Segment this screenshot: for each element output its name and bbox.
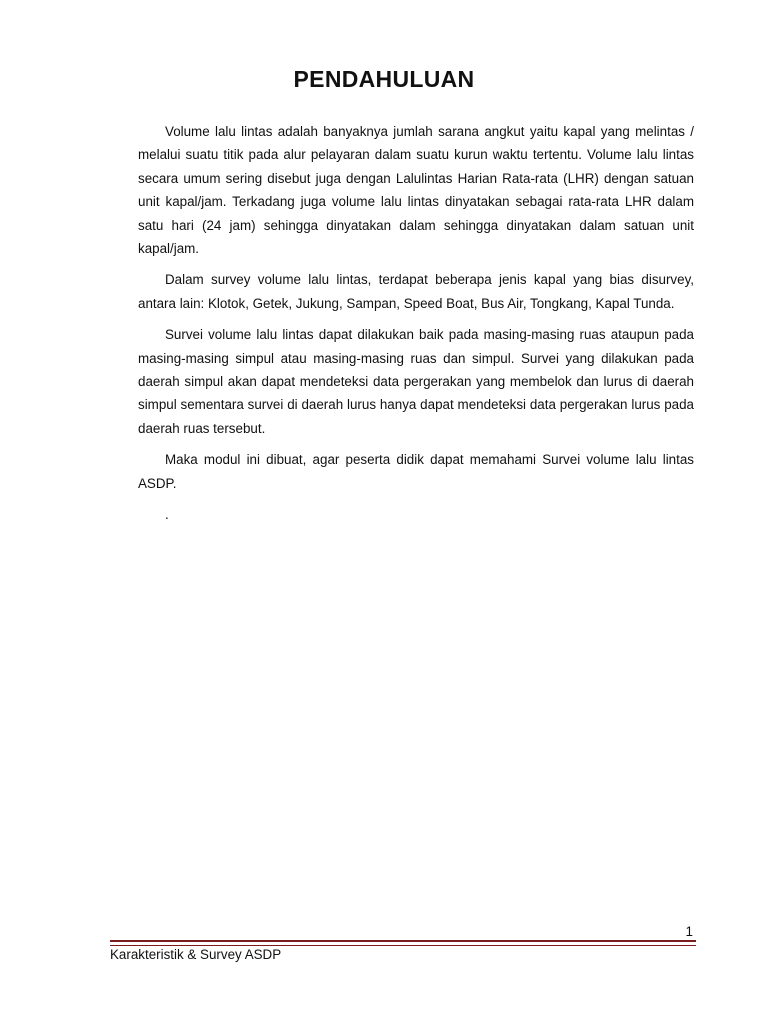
- footer-text: Karakteristik & Survey ASDP: [110, 947, 282, 962]
- body-text: [138, 120, 694, 527]
- trailing-mark: .: [165, 507, 169, 523]
- paragraph-3: Survei volume lalu lintas dapat dilakukan baik pada masing-masing ruas ataupun pada masing-masing simpul atau masing-masing ruas dan simpul. Survei yang dilakukan pada daerah simpul akan dapat mendeteksi data pergerakan yang membelok dan lurus di daerah simpul sementara survei di daerah lurus hanya dapat mendeteksi data pergerakan lurus pada daerah ruas tersebut.: [138, 327, 694, 436]
- page-number: 1: [685, 924, 693, 939]
- paragraph-2: Dalam survey volume lalu lintas, terdapat beberapa jenis kapal yang bias disurvey, antara lain: Klotok, Getek, Jukung, Sampan, Speed Boat, Bus Air, Tongkang, Kapal Tunda.: [138, 272, 694, 311]
- paragraph-1: Volume lalu lintas adalah banyaknya jumlah sarana angkut yaitu kapal yang melintas / melalui suatu titik pada alur pelayaran dalam suatu kurun waktu tertentu. Volume lalu lintas secara umum sering disebut juga dengan Lalulintas Harian Rata-rata (LHR) dengan satuan unit kapal/jam. Terkadang juga volume lalu lintas dinyatakan sebagai rata-rata LHR dalam satu hari (24 jam) sehingga dinyatakan dalam sehingga dinyatakan dalam satuan unit kapal/jam.: [138, 124, 694, 257]
- footer-rule-thin: [110, 945, 696, 946]
- page-title: PENDAHULUAN: [293, 66, 475, 92]
- footer-rule: [110, 940, 696, 942]
- paragraph-4: Maka modul ini dibuat, agar peserta didik dapat memahami Survei volume lalu lintas ASDP.: [138, 452, 694, 491]
